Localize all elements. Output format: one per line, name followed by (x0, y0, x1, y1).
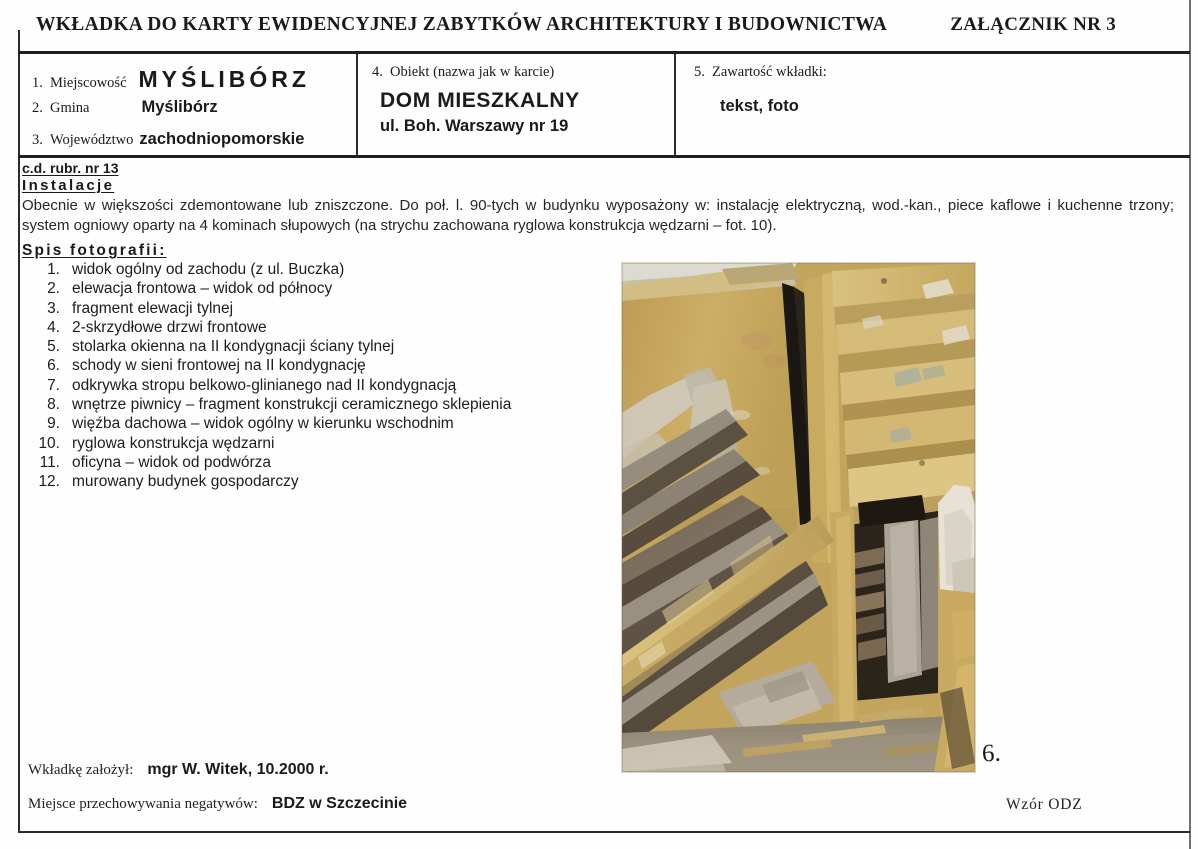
field-miejscowosc (32, 66, 310, 93)
field-gmina (32, 98, 218, 117)
list-item-label: więźba dachowa – widok ogólny w kierunku wschodnim (72, 415, 454, 433)
field-zawartosc-header (694, 64, 827, 81)
photo-list (22, 260, 582, 492)
list-item-label: 2-skrzydłowe drzwi frontowe (72, 318, 267, 336)
list-item (22, 279, 582, 298)
footer-negatives-label: Miejsce przechowywania negatywów: (28, 796, 258, 812)
list-item-label: widok ogólny od zachodu (z ul. Buczka) (72, 261, 345, 278)
field-gmina-label: Gmina (50, 100, 90, 116)
list-item-index: 7. (47, 376, 60, 394)
photo-list-heading: Spis fotografii: (22, 242, 167, 259)
footer-negatives-row (28, 795, 407, 813)
footer-negatives-value: BDZ w Szczecinie (271, 795, 408, 812)
field-wojewodztwo-label: Województwo (50, 132, 134, 148)
list-item-label: wnętrze piwnicy – fragment konstrukcji ceramicznego sklepienia (72, 396, 512, 414)
list-item-index: 1. (47, 261, 60, 278)
footer-author-value: mgr W. Witek, 10.2000 r. (147, 761, 329, 778)
field-miejscowosc-label: Miejscowość (50, 75, 127, 91)
list-item-label: oficyna – widok od podwórza (72, 453, 272, 471)
list-item-index: 6. (47, 357, 60, 375)
frame-bottom-border (18, 831, 1190, 833)
footer-author-label: Wkładkę założył: (28, 762, 134, 778)
list-item (22, 414, 582, 433)
list-item (22, 318, 582, 337)
list-item-label: stolarka okienna na II kondygnacji ściany tylnej (72, 338, 395, 356)
table-bottom-rule (18, 155, 1190, 158)
footer-author-row (28, 761, 329, 779)
field-obiekt-value: DOM MIESZKALNY (380, 89, 580, 112)
list-item-index: 2. (47, 280, 60, 298)
field-obiekt-label: Obiekt (nazwa jak w karcie) (390, 64, 555, 80)
footer-form-mark: Wzór ODZ (1006, 796, 1083, 813)
list-item (22, 395, 582, 414)
list-item-index: 11. (39, 453, 60, 471)
field-wojewodztwo (32, 130, 304, 149)
list-item-index: 8. (47, 396, 60, 414)
section-paragraph: Obecnie w większości zdemontowane lub zniszczone. Do poł. l. 90-tych w budynku wyposażony w: instalację elektryczną, wod.-kan., piece kaflowe i kuchenne trzony; system ogniowy oparty na 4 kominach słupowych (na strychu zachowana ryglowa konstrukcja wędzarni – fot. 10). (22, 197, 1174, 234)
document-header (36, 14, 1182, 36)
list-item-index: 3. (47, 299, 60, 317)
field-wojewodztwo-number: 3. (32, 132, 43, 148)
field-gmina-value: Myślibórz (141, 98, 218, 116)
list-item (22, 337, 582, 356)
list-item-label: fragment elewacji tylnej (72, 299, 234, 317)
info-cell-content (676, 54, 1190, 155)
info-table (18, 54, 1190, 155)
list-item (22, 356, 582, 375)
field-obiekt-address: ul. Boh. Warszawy nr 19 (380, 117, 569, 135)
field-zawartosc-number: 5. (694, 64, 705, 80)
list-item-index: 5. (47, 338, 60, 356)
field-miejscowosc-number: 1. (32, 75, 43, 91)
field-wojewodztwo-value: zachodniopomorskie (139, 130, 305, 148)
list-item-index: 4. (47, 318, 60, 336)
photograph-number-annotation: 6. (981, 739, 1002, 768)
list-item-label: odkrywka stropu belkowo-glinianego nad II kondygnacją (72, 376, 457, 394)
list-item-label: elewacja frontowa – widok od północy (72, 280, 333, 298)
document-title: WKŁADKA DO KARTY EWIDENCYJNEJ ZABYTKÓW ARCHITEKTURY I BUDOWNICTWA (36, 14, 888, 35)
list-item (22, 299, 582, 318)
list-item (22, 376, 582, 395)
field-obiekt-header (372, 64, 554, 81)
list-item (22, 453, 582, 472)
list-item-label: murowany budynek gospodarczy (72, 473, 299, 491)
field-miejscowosc-value: MYŚLIBÓRZ (138, 66, 310, 92)
field-zawartosc-value: tekst, foto (720, 97, 799, 115)
list-item (22, 472, 582, 491)
annex-number: ZAŁĄCZNIK NR 3 (950, 14, 1116, 35)
list-item-label: schody w sieni frontowej na II kondygnację (72, 357, 366, 375)
photograph-image (622, 263, 975, 772)
list-item-index: 12. (38, 473, 60, 491)
section-subheading: Instalacje (22, 177, 115, 194)
continuation-label: c.d. rubr. nr 13 (22, 160, 119, 176)
info-cell-location (18, 54, 356, 155)
field-gmina-number: 2. (32, 100, 43, 116)
list-item-label: ryglowa konstrukcja wędzarni (72, 434, 275, 452)
list-item (22, 260, 582, 279)
field-obiekt-number: 4. (372, 64, 383, 80)
list-item-index: 10. (38, 434, 60, 452)
field-zawartosc-label: Zawartość wkładki: (712, 64, 827, 80)
info-cell-object (358, 54, 674, 155)
list-item (22, 434, 582, 453)
photograph (622, 263, 975, 772)
list-item-index: 9. (47, 415, 60, 433)
